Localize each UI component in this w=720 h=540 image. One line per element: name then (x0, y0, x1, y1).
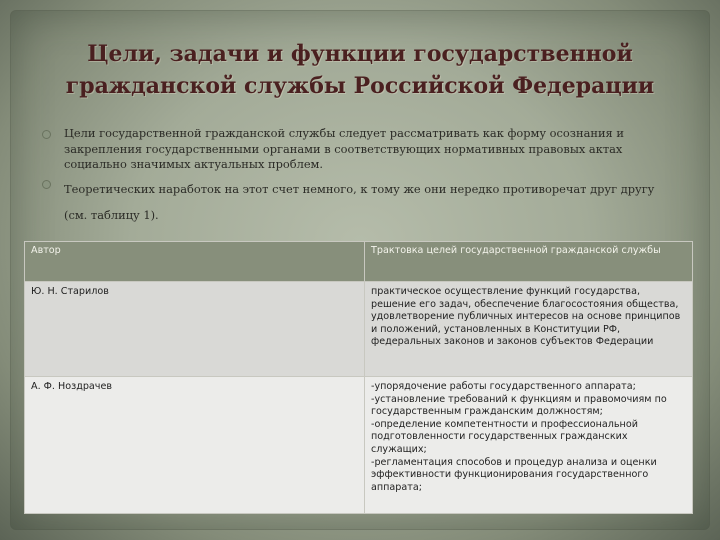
interpretation-line: -регламентация способов и процедур анализа и оценки эффективности функционирования государственного аппарата; (371, 456, 657, 493)
bullet-icon (42, 130, 51, 139)
comparison-table (24, 241, 693, 514)
bullet-text: Цели государственной гражданской службы следует рассматривать как форму осознания и закрепления государственными органами в соответствующих нормативных правовых актах социально значимых актуальных проблем. (64, 126, 624, 171)
table-row (25, 377, 693, 514)
bullet-item (40, 126, 680, 173)
bullet-list (40, 126, 680, 228)
bullet-text: Теоретических наработок на этот счет немного, к тому же они нередко противоречат друг другу (см. таблицу 1). (64, 181, 655, 222)
interpretation-cell: практическое осуществление функций государства, решение его задач, обеспечение благосостояния общества, удовлетворение публичных интересов на основе принципов и положений, установленных в Конституции РФ, федеральных законов и законов субъектов Федерации (365, 282, 693, 377)
table-header-row (25, 242, 693, 282)
bullet-icon (42, 180, 51, 189)
header-interpretation: Трактовка целей государственной гражданской службы (365, 242, 693, 282)
interpretation-line: -определение компетентности и профессиональной подготовленности государственных гражданских служащих; (371, 418, 638, 455)
interpretation-line: -установление требований к функциям и правомочиям по государственным гражданским должностям; (371, 393, 667, 418)
bullet-item (40, 176, 680, 228)
table-row (25, 282, 693, 377)
author-cell: А. Ф. Ноздрачев (25, 377, 365, 514)
header-author: Автор (25, 242, 365, 282)
slide-title: Цели, задачи и функции государственной гражданской службы Российской Федерации (65, 41, 655, 99)
interpretation-cell (365, 377, 693, 514)
interpretation-line: -упорядочение работы государственного аппарата; (371, 381, 636, 392)
author-cell: Ю. Н. Старилов (25, 282, 365, 377)
